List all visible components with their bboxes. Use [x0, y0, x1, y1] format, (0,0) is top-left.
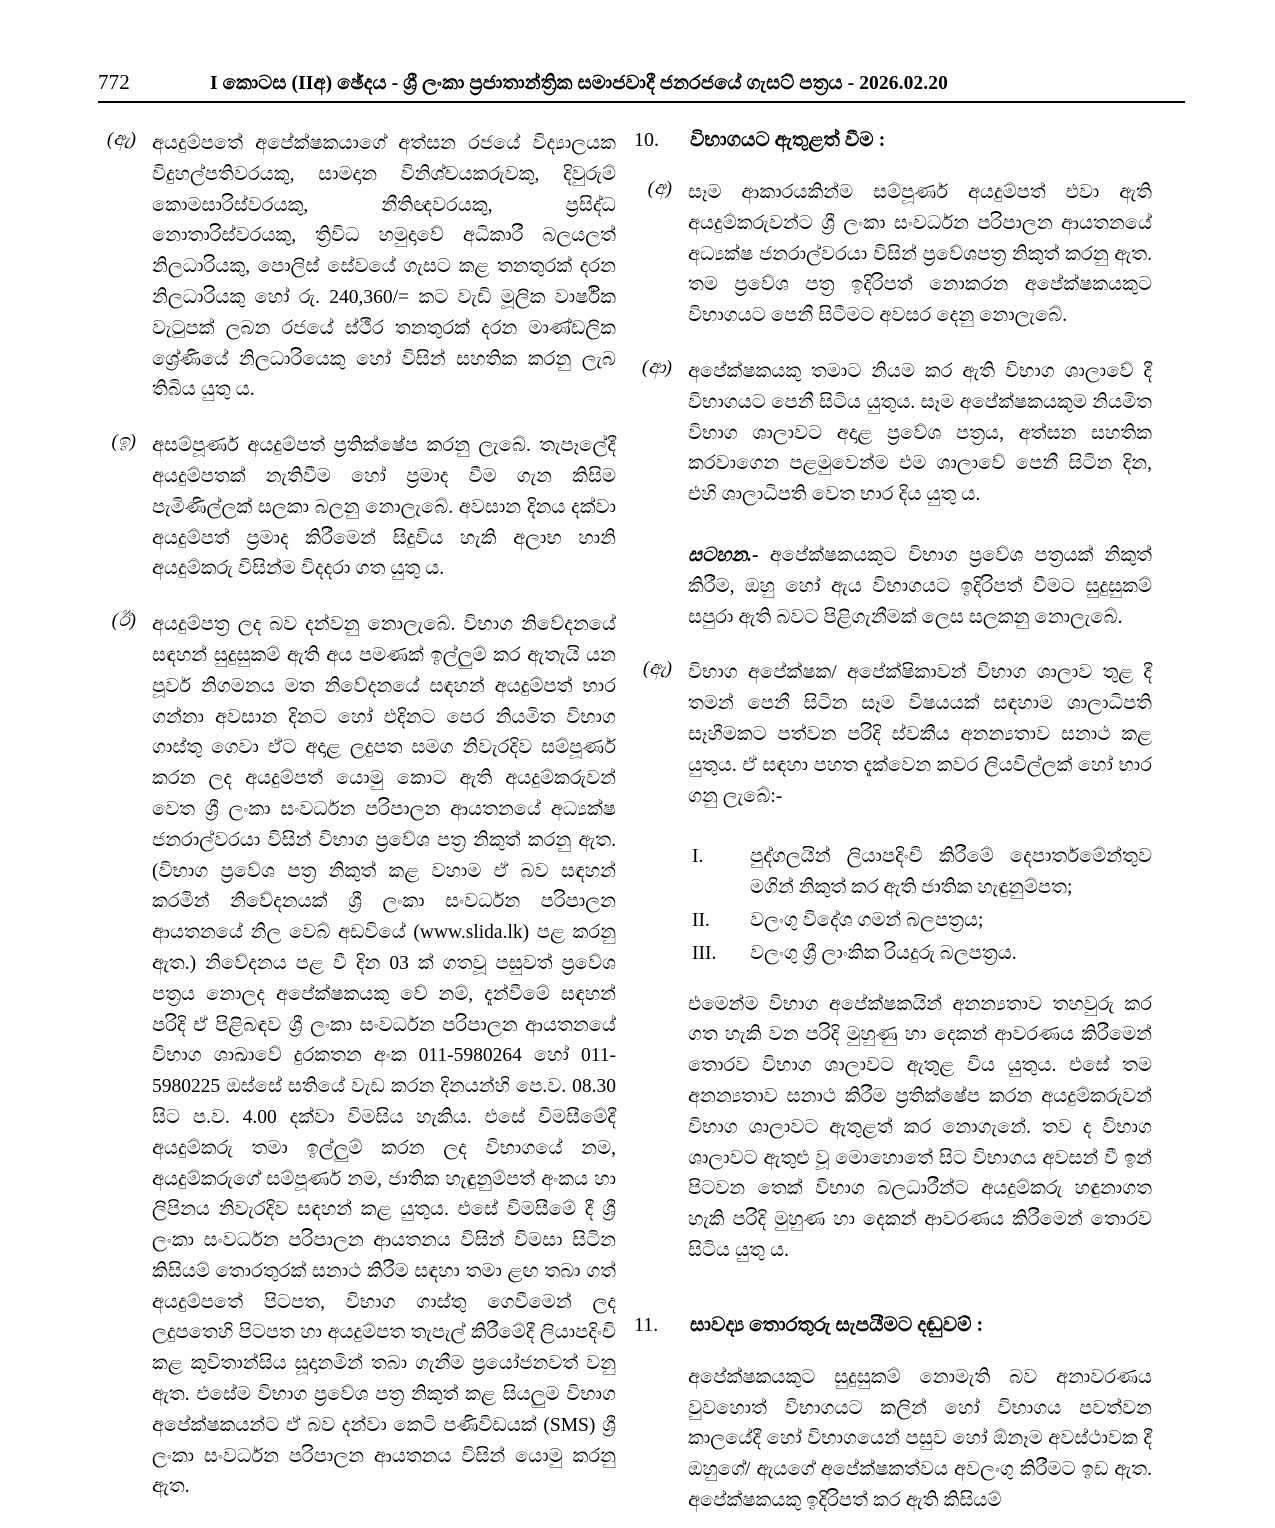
page-header [98, 70, 1185, 101]
item-label: (ඉ) [111, 431, 136, 453]
paragraph: අසම්පූර්ණ අයදුම්පත් ප්‍රතික්ෂේප කරනු ලැබේ. තැපෑලේදී අයදුම්පතක් නැතිවීම හෝ ප්‍රමාද වීම ගැන කිසිම පැමිණිල්ලක් සලකා බලනු නොලැබේ. අවසාන දිනය දක්වා අයදුම්පත් ප්‍රමාද කිරීමෙන් සිදුවිය හැකි අලාභ හානි අයදුම්කරු විසින්ම විදදරා ගත යුතු ය. [152, 435, 616, 580]
section-title: විභාගයට ඇතුළත් වීම : [690, 129, 886, 151]
item-label: (ආ) [641, 356, 672, 378]
roman-item-text: වලංගු විදේශ ගමන් බලපත්‍රය; [750, 909, 984, 931]
paragraph: එමෙන්ම විභාග අපේක්ෂකයින් අනන්‍යතාව තහවුරු කර ගත හැකි වන පරිදි මුහුණු හා දෙකන් ආවරණය කිරීමෙන් තොරව විභාග ශාලාවට ඇතුළ විය යුතුය. එසේ තම අනන්‍යතාව සනාථ කිරීම ප්‍රතික්ෂේප කරන අයදුම්කරුවන් විභාග ශාලාවට ඇතුළත් කර නොගැනේ. තව ද විභාග ශාලාවට ඇතුළු වූ මොහොතේ සිට විභාගය අවසන් වී ඉන් පිටවන තෙක් විභාග බලධාරීන්ට අයදුම්කරු හඳුනාගත හැකි පරිදි මුහුණ හා දෙකන් ආවරණය කිරීමෙන් තොරව සිටිය යුතු ය. [688, 993, 1152, 1261]
list-item [98, 431, 616, 585]
section-10-heading [634, 129, 1152, 152]
note-paragraph [688, 541, 1152, 633]
list-item [634, 178, 1152, 332]
section-number: 10. [634, 129, 659, 151]
section-11-body [688, 1363, 1152, 1517]
two-column-body [98, 129, 1185, 1528]
item-label: (ඇ) [642, 658, 672, 680]
item-body [688, 357, 1152, 633]
left-column [98, 129, 616, 1528]
roman-numeral: III. [692, 942, 717, 964]
roman-item-text: පුද්ගලයින් ලියාපදිංචි කිරීමේ දෙපාර්තමේන්තුව මගින් නිකුත් කර ඇති ජාතික හැඳුනුම්පත; [750, 846, 1152, 899]
paragraph: අපේක්ෂකයකු තමාට නියම කර ඇති විභාග ශාලාවේ දී විභාගයට පෙනී සිටිය යුතුය. සෑම අපේක්ෂකයකුම නියමිත විභාග ශාලාවට අදාළ ප්‍රවේශ පත්‍රය, අත්සන සහතික කරවාගෙන පළමුවෙන්ම එම ශාලාවේ පෙනී සිටින දින, එහි ශාලාධිපති වෙත භාර දිය යුතු ය. [688, 360, 1152, 506]
paragraph: අයදුම්පතේ අපේක්ෂකයාගේ අත්සන රජයේ විද්‍යාලයක විදුහල්පතිවරයකු, සාමදාන විනිශ්චයකරුවකු, දිවුරුම් කොමසාරිස්වරයකු, නීතිඥවරයකු, ප්‍රසිද්ධ නොතාරිස්වරයකු, ත්‍රිවිධ හමුදාවේ අධිකාරී බලයලත් නිලධාරියකු, පොලිස් සේවයේ ගැසට කළ තනතුරක් දරන නිලධාරියකු හෝ රු. 240,360/= කට වැඩි මූලික වාර්ෂික වැටුපක් ලබන රජයේ ස්ථීර තනතුරක් දරන මාණ්ඩලික ශ්‍රේණියේ නිලධාරියෙකු හෝ විසින් සහතික කරනු ලැබ තිබිය යුතු ය. [152, 133, 616, 401]
list-item [634, 658, 1152, 1266]
header-divider [98, 101, 1185, 103]
list-item [634, 357, 1152, 633]
list-item [688, 906, 1152, 937]
right-column [634, 129, 1152, 1517]
item-body [688, 658, 1152, 1266]
section-number: 11. [634, 1313, 659, 1336]
roman-numeral-list [688, 842, 1152, 969]
section-title: සාවද්‍ය තොරතුරු සැපයීමට දඬුවම් : [690, 1313, 984, 1336]
gazette-header-title: I කොටස (IIඅ) ඡේදය - ශ්‍රී ලංකා ප්‍රජාතාන්ත්‍රික සමාජවාදී ජනරජයේ ගැසට් පත්‍රය - 2026.02.20 [210, 73, 948, 94]
spacer [688, 830, 1152, 842]
item-body [152, 129, 616, 406]
list-item [688, 939, 1152, 970]
paragraph: අයදුම්පත්‍ර ලද බව දන්වනු නොලැබේ. විභාග නිවේදනයේ සඳහන් සුදුසුකම් ඇති අය පමණක් ඉල්ලුම් කර ඇතැයි යන පූර්ව නිගමනය මත නිවේදනයේ සඳහන් අයදුම්පත් භාර ගන්නා අවසාන දිනට හෝ එදිනට පෙර නියමිත විභාග ගාස්තු ගෙවා ඒට අදාළ ලදුපත සමග නිවැරදිව සම්පූර්ණ කරන ලද අයදුම්පත් යොමු කොට ඇති අයදුම්කරුවන් වෙත ශ්‍රී ලංකා සංවර්ධන පරිපාලන ආයතනයේ අධ්‍යක්ෂ ජනරාල්වරයා විසින් විභාග ප්‍රවේශ පත්‍ර නිකුත් කරනු ඇත. (විභාග ප්‍රවේශ පත්‍ර නිකුත් කළ වහාම ඒ බව සඳහන් කරමින් නිවේදනයක් ශ්‍රී ලංකා සංවර්ධන පරිපාලන ආයතනයේ නිල වෙබ් අඩවියේ (www.slida.lk) පළ කරනු ඇත.) නිවේදනය පළ වී දින 03 ක් ගතවූ පසුවත් ප්‍රවේශ පත්‍රය නොලද අපේක්ෂකයකු වේ නම්, දැන්වීමේ සඳහන් පරිදි ඒ පිළිබඳව ශ්‍රී ලංකා සංවර්ධන පරිපාලන ආයතනයේ විභාග ශාඛාවේ දුරකතන අංක 011-5980264 හෝ 011-5980225 ඔස්සේ සතියේ වැඩ කරන දිනයන්හි පෙ.ව. 08.30 සිට ප.ව. 4.00 දක්වා විමසිය හැකිය. එසේ විමසීමේදී අයදුම්කරු තමා ඉල්ලුම් කරන ලද විභාගයේ නම, අයදුම්කරුගේ සම්පූර්ණ නම, ජාතික හැඳුනුම්පත් අංකය හා ලිපිනය නිවැරදිව සඳහන් කළ යුතුය. එසේ විමසීමේ දී ශ්‍රී ලංකා සංවර්ධන පරිපාලන ආයතනය විසින් විමසා සිටින කිසියම් තොරතුරක් සනාථ කිරීම සඳහා තමා ළඟ තබා ගත් අයදුම්පතේ පිටපත, විභාග ගාස්තු ගෙවීමෙන් ලද ලදුපතෙහි පිටපත හා අයදුම්පත තැපැල් කිරීමේදී ලියාපදිංචි කළ කුවිතාන්සිය සූදානමින් තබා ගැනීම ප්‍රයෝජනවත් වනු ඇත. එසේම විභාග ප්‍රවේශ පත්‍ර නිකුත් කළ සියලුම විභාග අපේක්ෂකයන්ට ඒ බව දන්වා කෙටි පණිවිඩයක් (SMS) ශ්‍රී ලංකා සංවර්ධන පරිපාලන ආයතනය විසින් යොමු කරනු ඇත. [152, 614, 616, 1498]
page-number: 772 [98, 70, 130, 94]
list-item [98, 610, 616, 1503]
roman-numeral: II. [692, 909, 710, 931]
item-body [152, 610, 616, 1503]
paragraph: සෑම ආකාරයකින්ම සම්පූර්ණ අයදුම්පත් එවා ඇති අයදුම්කරුවන්ට ශ්‍රී ලංකා සංවර්ධන පරිපාලන ආයතනයේ අධ්‍යක්ෂ ජනරාල්වරයා විසින් ප්‍රවේශපත්‍ර නිකුත් කරනු ඇත. තම ප්‍රවේශ පත්‍ර ඉදිරිපත් නොකරන අපේක්ෂකයකුට විභාගයට පෙනී සිටීමට අවසර දෙනු නොලැබේ. [688, 182, 1152, 327]
spacer [634, 1292, 1152, 1314]
section-11-heading [634, 1314, 1152, 1337]
spacer [688, 529, 1152, 541]
item-label: (ඇ) [106, 129, 136, 150]
roman-item-text: වලංගු ශ්‍රී ලාංකික රියදුරු බලපත්‍රය. [750, 942, 1017, 964]
item-label: (ඊ) [111, 610, 136, 632]
item-label: (අ) [647, 178, 672, 199]
item-body [688, 178, 1152, 332]
note-text: අපේක්ෂකයකුට විභාග ප්‍රවේශ පත්‍රයක් නිකුත් කිරීම, ඔහු හෝ ඇය විභාගයට ඉදිරිපත් වීමට සුදුසුකම් සපුරා ඇති බවට පිළිගැනීමක් ලෙස සලකනු නොලැබේ. [688, 544, 1152, 628]
item-body [152, 431, 616, 585]
list-item [98, 129, 616, 406]
list-item [688, 842, 1152, 904]
paragraph: විභාග අපේක්ෂක/ අපේක්ෂිකාවන් විභාග ශාලාව තුළ දී තමන් පෙනී සිටින සෑම විෂයයක් සඳහාම ශාලාධිපති සෑහීමකට පත්වන පරිදි ස්වකීය අනන්‍යතාව සනාථ කළ යුතුය. ඒ සඳහා පහත දැක්වෙන කවර ලියවිල්ලක් හෝ භාර ගනු ලැබේ:- [688, 662, 1152, 807]
note-label: සටහන.- [688, 544, 759, 566]
roman-numeral: I. [692, 846, 704, 868]
paragraph: අපේක්ෂකයකුට සුදුසුකම් නොමැති බව අනාවරණය වුවහොත් විභාගයට කලින් හෝ විභාගය පවත්වන කාලයේදී හෝ විභාගයෙන් පසුව හෝ ඕනෑම අවස්ථාවක දී ඔහුගේ/ ඇයගේ අපේක්ෂකත්වය අවලංගු කිරීමට ඉඩ ඇත. අපේක්ෂකයකු ඉදිරිපත් කර ඇති කිසියම් [688, 1366, 1152, 1511]
